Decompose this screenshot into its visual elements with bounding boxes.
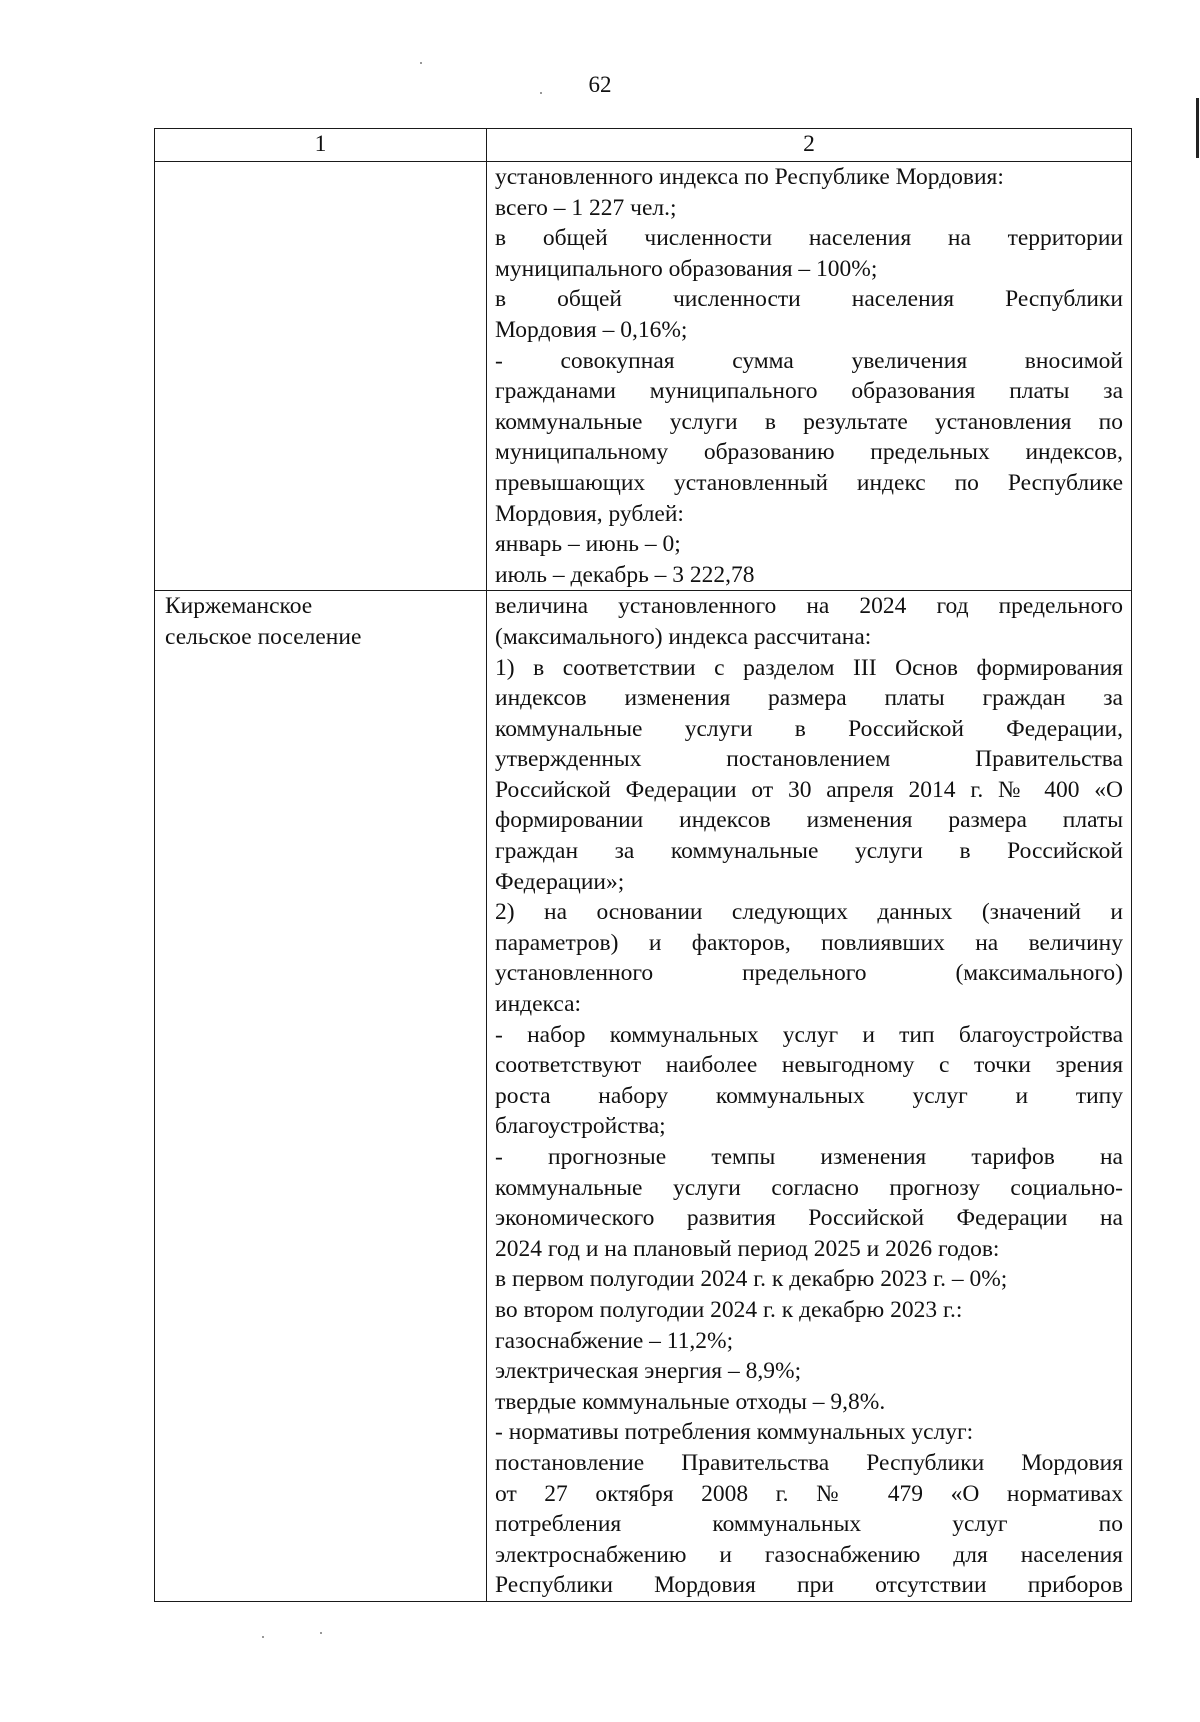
scan-speck — [262, 1636, 264, 1638]
description-line: твердые коммунальные отходы – 9,8%. — [495, 1388, 886, 1415]
description-line: муниципальному образованию предельных индексов, — [495, 439, 1123, 466]
description-line: Мордовия, рублей: — [495, 500, 684, 527]
description-line: коммунальные услуги в Российской Федерации, — [495, 715, 1123, 742]
description-line: в общей численности населения на территории — [495, 225, 1123, 252]
description-line: 2024 год и на плановый период 2025 и 2026 годов: — [495, 1235, 1000, 1262]
description-line: электрическая энергия – 8,9%; — [495, 1358, 802, 1385]
description-line: коммунальные услуги в результате установления по — [495, 408, 1123, 435]
description-line: гражданами муниципального образования платы за — [495, 378, 1123, 405]
description-line: газоснабжение – 11,2%; — [495, 1327, 734, 1354]
page-number: 62 — [588, 72, 612, 97]
description-line: муниципального образования – 100%; — [495, 255, 878, 282]
description-line: соответствуют наиболее невыгодному с точки зрения — [495, 1052, 1123, 1079]
territory-cell — [155, 591, 487, 1602]
scan-speck — [320, 1632, 322, 1634]
table-row — [155, 591, 1132, 1602]
territory-name-line: Киржеманское — [165, 593, 313, 620]
description-line: установленного предельного (максимального) — [495, 960, 1123, 987]
description-line: 1) в соответствии с разделом III Основ формирования — [495, 654, 1123, 681]
description-line: коммунальные услуги согласно прогнозу социально- — [495, 1174, 1123, 1201]
document-table — [154, 128, 1132, 1602]
scan-speck — [420, 62, 422, 64]
description-line: - прогнозные темпы изменения тарифов на — [495, 1144, 1123, 1170]
description-line: от 27 октября 2008 г. № 479 «О нормативах — [495, 1480, 1123, 1507]
description-line: Мордовия – 0,16%; — [495, 316, 688, 343]
table-header-row — [155, 129, 1132, 162]
description-line: превышающих установленный индекс по Республике — [495, 469, 1123, 496]
description-line: граждан за коммунальные услуги в Российской — [495, 838, 1123, 865]
description-line: Российской Федерации от 30 апреля 2014 г. № 400 «О — [495, 776, 1123, 803]
description-line: Федерации»; — [495, 868, 625, 895]
description-line: в первом полугодии 2024 г. к декабрю 2023 г. – 0%; — [495, 1266, 1008, 1293]
description-line: параметров) и факторов, повлиявших на величину — [495, 929, 1123, 956]
description-line: потребления коммунальных услуг по — [495, 1511, 1123, 1538]
description-cell — [487, 162, 1132, 591]
description-line: - совокупная сумма увеличения вносимой — [495, 347, 1123, 374]
table-row — [155, 162, 1132, 591]
header-cell-2: 2 — [487, 129, 1132, 162]
description-line: установленного индекса по Республике Мордовия: — [495, 164, 1004, 190]
description-line: благоустройства; — [495, 1113, 666, 1140]
description-line: июль – декабрь – 3 222,78 — [495, 561, 755, 588]
territory-cell — [155, 162, 487, 591]
description-line: - нормативы потребления коммунальных услуг: — [495, 1419, 974, 1446]
description-line: январь – июнь – 0; — [495, 531, 681, 558]
scan-speck — [540, 92, 542, 94]
description-line: постановление Правительства Республики Мордовия — [495, 1449, 1123, 1476]
header-cell-1: 1 — [155, 129, 487, 162]
description-line: всего – 1 227 чел.; — [495, 194, 677, 221]
description-line: экономического развития Российской Федерации на — [495, 1205, 1123, 1232]
description-line: (максимального) индекса рассчитана: — [495, 623, 872, 650]
description-line: в общей численности населения Республики — [495, 286, 1123, 313]
description-line: - набор коммунальных услуг и тип благоустройства — [495, 1021, 1123, 1048]
description-cell — [487, 591, 1132, 1602]
description-line: утвержденных постановлением Правительства — [495, 746, 1123, 773]
description-line: индексов изменения размера платы граждан за — [495, 685, 1123, 712]
scan-edge-mark — [1196, 98, 1199, 158]
description-line: электроснабжению и газоснабжению для населения — [495, 1541, 1123, 1568]
description-line: во втором полугодии 2024 г. к декабрю 2023 г.: — [495, 1296, 963, 1323]
territory-name-line: сельское поселение — [165, 623, 362, 650]
description-line: формировании индексов изменения размера платы — [495, 807, 1123, 834]
description-line: индекса: — [495, 991, 582, 1018]
description-line: Республики Мордовия при отсутствии приборов — [495, 1572, 1123, 1599]
description-line: 2) на основании следующих данных (значений и — [495, 899, 1123, 926]
description-line: роста набору коммунальных услуг и типу — [495, 1082, 1123, 1109]
description-line: величина установленного на 2024 год предельного — [495, 593, 1123, 620]
